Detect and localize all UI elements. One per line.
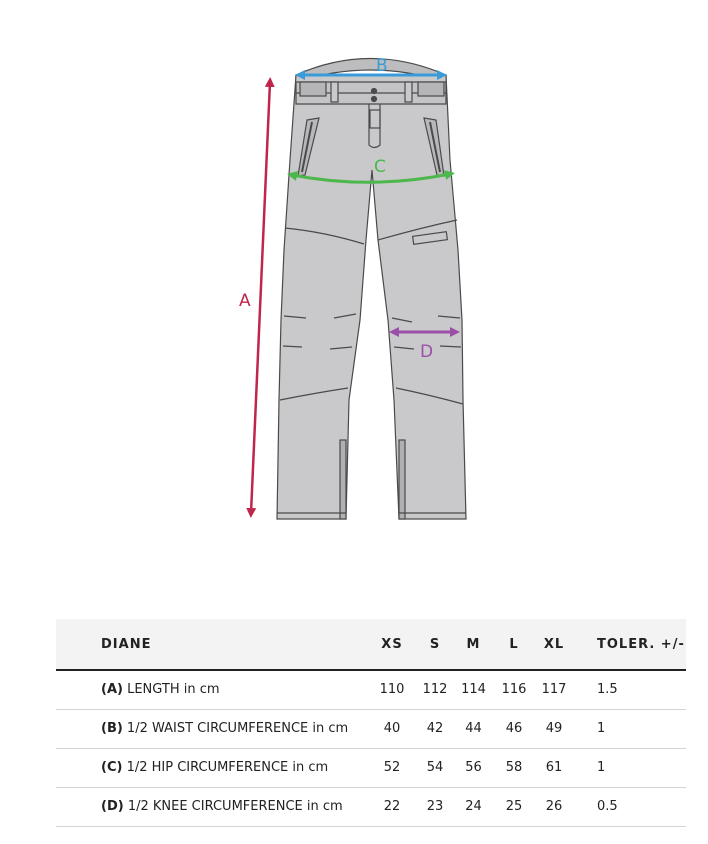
measurement-label: 1/2 KNEE CIRCUMFERENCE in cm xyxy=(123,799,343,814)
value-m: 56 xyxy=(452,748,495,787)
tolerance-header: TOLER. +/- xyxy=(575,619,686,670)
measurement-code: (B) xyxy=(101,721,123,736)
hip-label: C xyxy=(374,157,386,177)
measurement-name xyxy=(56,709,366,748)
value-xl: 26 xyxy=(533,787,575,826)
value-tolerance: 0.5 xyxy=(575,787,686,826)
measurement-name xyxy=(56,748,366,787)
value-xs: 52 xyxy=(366,748,418,787)
value-xl: 61 xyxy=(533,748,575,787)
measurement-code: (A) xyxy=(101,682,123,698)
pants-silhouette xyxy=(277,59,466,520)
value-l: 58 xyxy=(495,748,533,787)
value-s: 112 xyxy=(418,670,452,709)
value-s: 42 xyxy=(418,709,452,748)
length-label: A xyxy=(239,291,251,311)
length-arrow xyxy=(251,82,270,513)
value-tolerance: 1 xyxy=(575,709,686,748)
measurement-label: LENGTH in cm xyxy=(122,682,220,698)
table-row xyxy=(56,670,686,709)
measurement-label: 1/2 HIP CIRCUMFERENCE in cm xyxy=(122,760,329,775)
size-header-l: L xyxy=(495,619,533,670)
model-name-header: DIANE xyxy=(56,619,366,670)
value-tolerance: 1.5 xyxy=(575,670,686,709)
measurement-name xyxy=(56,670,366,709)
measurement-name xyxy=(56,787,366,826)
value-xl: 117 xyxy=(533,670,575,709)
size-header-m: M xyxy=(452,619,495,670)
measurement-code: (C) xyxy=(101,760,123,775)
value-m: 44 xyxy=(452,709,495,748)
value-xs: 40 xyxy=(366,709,418,748)
value-xs: 110 xyxy=(366,670,418,709)
size-header-s: S xyxy=(418,619,452,670)
knee-label: D xyxy=(420,342,434,362)
size-header-xs: XS xyxy=(366,619,418,670)
table-header-row xyxy=(56,619,686,670)
value-m: 24 xyxy=(452,787,495,826)
value-s: 23 xyxy=(418,787,452,826)
table-row xyxy=(56,787,686,826)
value-m: 114 xyxy=(452,670,495,709)
table-row xyxy=(56,709,686,748)
waist-label: B xyxy=(376,56,388,76)
measurement-label: 1/2 WAIST CIRCUMFERENCE in cm xyxy=(122,721,349,736)
size-header-xl: XL xyxy=(533,619,575,670)
value-l: 25 xyxy=(495,787,533,826)
size-chart-table xyxy=(56,619,686,827)
table-row xyxy=(56,748,686,787)
value-l: 46 xyxy=(495,709,533,748)
value-xl: 49 xyxy=(533,709,575,748)
value-tolerance: 1 xyxy=(575,748,686,787)
value-l: 116 xyxy=(495,670,533,709)
value-s: 54 xyxy=(418,748,452,787)
measurement-code: (D) xyxy=(101,799,124,814)
value-xs: 22 xyxy=(366,787,418,826)
